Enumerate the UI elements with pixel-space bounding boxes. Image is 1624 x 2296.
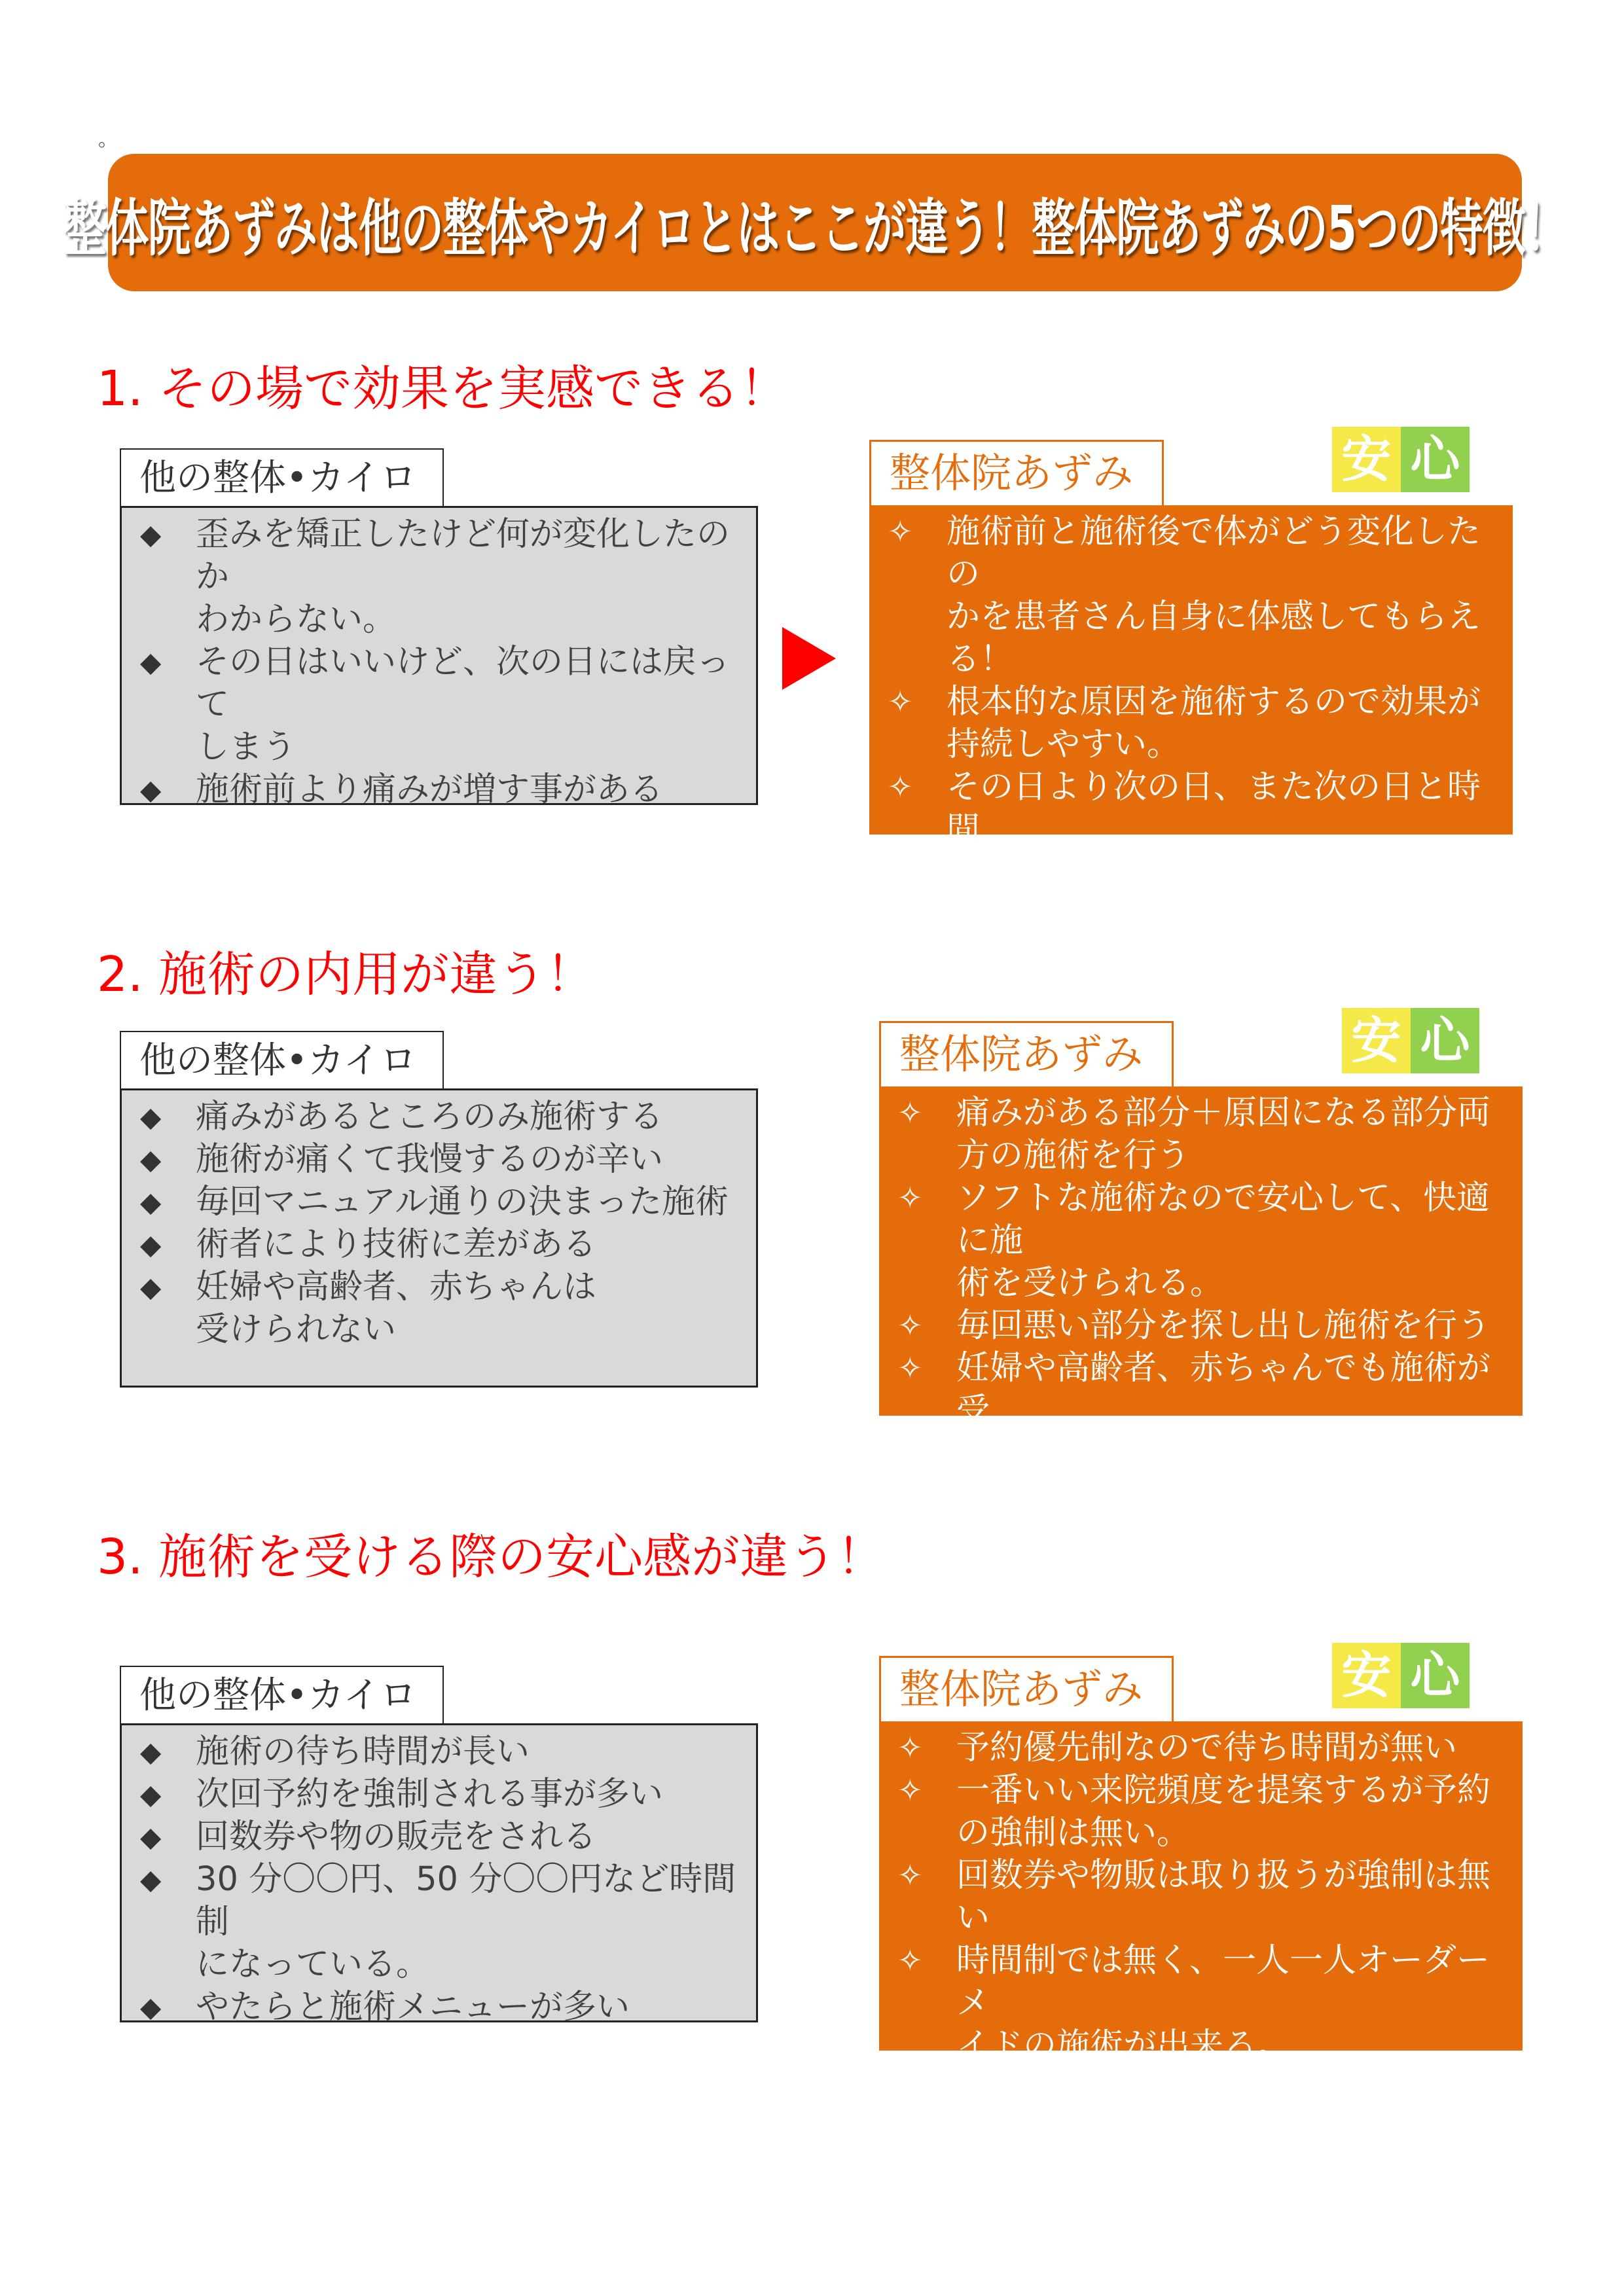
- list-item-text: 根本的な原因を施術するので効果が 持続しやすい。: [947, 683, 1481, 764]
- list-item-text: 毎回マニュアル通りの決まった施術: [196, 1183, 729, 1221]
- sparkle-bullet-icon: ✧: [897, 1350, 923, 1386]
- section-1-other-panel: [120, 506, 758, 809]
- list-item: [140, 1181, 743, 1223]
- list-item: [888, 511, 1500, 681]
- section-3-azumi-list: [897, 1727, 1509, 2109]
- anshin-char-1: 安: [1332, 1643, 1401, 1708]
- diamond-bullet-icon: ◆: [140, 1143, 162, 1175]
- section-3-azumi-label: 整体院あずみ: [879, 1656, 1174, 1721]
- list-item: [897, 2067, 1509, 2109]
- section-1-azumi-list: [888, 511, 1500, 893]
- anshin-char-1: 安: [1342, 1008, 1411, 1073]
- list-item-text: 30 分〇〇円、50 分〇〇円など時間制 になっている。: [196, 1860, 736, 1984]
- list-item-text: 歪みを矯正したけど何が変化したのか わからない。: [196, 515, 731, 639]
- list-item: [888, 766, 1500, 893]
- title-banner: [63, 154, 1567, 291]
- section-2-heading: 2. 施術の内用が違う！: [97, 946, 595, 1003]
- list-item-text: 施術が痛くて我慢するのが辛い: [196, 1140, 664, 1179]
- list-item: [140, 1223, 743, 1266]
- stray-dot: 。: [98, 128, 118, 151]
- list-item-text: 次回予約を強制される事が多い: [196, 1775, 664, 1814]
- section-2-other-list: [140, 1096, 743, 1351]
- anshin-char-2: 心: [1401, 427, 1470, 492]
- list-item: [140, 1096, 743, 1138]
- sparkle-bullet-icon: ✧: [897, 1730, 923, 1765]
- sparkle-bullet-icon: ✧: [888, 514, 913, 549]
- section-1-heading: 1. その場で効果を実感できる！: [97, 361, 789, 417]
- sparkle-bullet-icon: ✧: [897, 1772, 923, 1808]
- list-item-text: 毎回悪い部分を探し出し施術を行う: [956, 1306, 1491, 1345]
- list-item: [897, 1092, 1509, 1177]
- list-item-text: その日はいいけど、次の日には戻って しまう: [196, 643, 731, 766]
- section-2-other-label: 他の整体•カイロ: [120, 1031, 444, 1088]
- diamond-bullet-icon: ◆: [140, 774, 162, 806]
- list-item-text: 予約優先制なので待ち時間が無い: [956, 1729, 1458, 1767]
- anshin-badge: [1332, 1643, 1470, 1708]
- list-item-text: ソフトな施術なので安心して、快適に施 術を受けられる。: [956, 1179, 1490, 1302]
- list-item: [140, 1731, 743, 1773]
- list-item-text: 妊婦や高齢者、赤ちゃんは 受けられない: [196, 1268, 597, 1349]
- list-item-text: 回数券や物の販売をされる: [196, 1818, 597, 1856]
- list-item: [897, 1854, 1509, 1939]
- list-item-text: 時間制では無く、一人一人オーダーメ イドの施術が出来る。: [956, 1941, 1490, 2065]
- anshin-char-2: 心: [1411, 1008, 1479, 1073]
- list-item: [897, 1769, 1509, 1854]
- list-item-text: その日より次の日、また次の日と時間 がたつにつれ体調が良くなる。: [947, 768, 1481, 891]
- diamond-bullet-icon: ◆: [140, 1229, 162, 1261]
- list-item: [140, 1266, 743, 1351]
- section-3-other-list: [140, 1731, 743, 2028]
- diamond-bullet-icon: ◆: [140, 1271, 162, 1303]
- section-1-azumi-label: 整体院あずみ: [869, 440, 1164, 505]
- sparkle-bullet-icon: ✧: [897, 1943, 923, 1978]
- list-item-text: 施術の待ち時間が長い: [196, 1732, 530, 1771]
- list-item: [140, 768, 743, 811]
- diamond-bullet-icon: ◆: [140, 518, 162, 550]
- arrow-right-icon: [782, 627, 836, 690]
- list-item-text: 一番いい来院頻度を提案するが予約 の強制は無い。: [956, 1771, 1491, 1852]
- list-item: [140, 1816, 743, 1858]
- anshin-char-1: 安: [1332, 427, 1401, 492]
- sparkle-bullet-icon: ✧: [888, 769, 913, 804]
- banner-title: 整体院あずみは他の整体やカイロとはここが違う！整体院あずみの5つの特徴！: [63, 192, 1567, 264]
- section-3-heading: 3. 施術を受ける際の安心感が違う！: [97, 1529, 886, 1585]
- list-item: [140, 1986, 743, 2028]
- sparkle-bullet-icon: ✧: [897, 1095, 923, 1130]
- list-item: [897, 1177, 1509, 1304]
- diamond-bullet-icon: ◆: [140, 1778, 162, 1810]
- list-item-text: 術者により技術に差がある: [196, 1225, 597, 1264]
- anshin-char-2: 心: [1401, 1643, 1470, 1708]
- sparkle-bullet-icon: ✧: [897, 2070, 923, 2106]
- section-2-azumi-label: 整体院あずみ: [879, 1021, 1174, 1086]
- list-item-text: 妊婦や高齢者、赤ちゃんでも施術が受 けられる。: [956, 1349, 1491, 1473]
- sparkle-bullet-icon: ✧: [897, 1308, 923, 1343]
- diamond-bullet-icon: ◆: [140, 1736, 162, 1768]
- diamond-bullet-icon: ◆: [140, 646, 162, 678]
- diamond-bullet-icon: ◆: [140, 1101, 162, 1133]
- list-item: [140, 513, 743, 641]
- list-item-text: やたらと施術メニューが多い: [196, 1988, 630, 2026]
- diamond-bullet-icon: ◆: [140, 1821, 162, 1853]
- list-item: [888, 681, 1500, 766]
- section-3-other-label: 他の整体•カイロ: [120, 1666, 444, 1723]
- list-item: [897, 1939, 1509, 2067]
- section-2-other-panel: [120, 1088, 758, 1388]
- list-item: [140, 641, 743, 768]
- sparkle-bullet-icon: ✧: [897, 1180, 923, 1215]
- sparkle-bullet-icon: ✧: [888, 684, 913, 719]
- section-1-other-list: [140, 513, 743, 811]
- list-item: [140, 1858, 743, 1986]
- list-item-text: 施術前より痛みが増す事がある: [196, 770, 664, 809]
- section-3-other-panel: [120, 1723, 758, 2026]
- list-item: [140, 1773, 743, 1816]
- list-item-text: 回数券や物販は取り扱うが強制は無い: [956, 1856, 1491, 1937]
- list-item-text: 痛みがあるところのみ施術する: [196, 1098, 664, 1136]
- diamond-bullet-icon: ◆: [140, 1991, 162, 2023]
- list-item-text: 施術前と施術後で体がどう変化したの かを患者さん自身に体感してもらえ る！: [947, 512, 1481, 679]
- section-1-azumi-panel: [869, 505, 1513, 891]
- anshin-badge: [1342, 1008, 1479, 1073]
- section-1-other-label: 他の整体•カイロ: [120, 448, 444, 506]
- list-item: [897, 1347, 1509, 1475]
- list-item: [897, 1304, 1509, 1347]
- diamond-bullet-icon: ◆: [140, 1863, 162, 1895]
- anshin-badge: [1332, 427, 1470, 492]
- sparkle-bullet-icon: ✧: [897, 1857, 923, 1893]
- section-2-azumi-list: [897, 1092, 1509, 1475]
- list-item: [897, 1727, 1509, 1769]
- list-item-text: 痛みがある部分＋原因になる部分両 方の施術を行う: [956, 1094, 1491, 1175]
- section-3-azumi-panel: [879, 1721, 1523, 2108]
- section-2-azumi-panel: [879, 1086, 1523, 1473]
- diamond-bullet-icon: ◆: [140, 1186, 162, 1218]
- list-item: [140, 1138, 743, 1181]
- list-item-text: 治療院なのでメニューは治療のみ: [956, 2069, 1458, 2108]
